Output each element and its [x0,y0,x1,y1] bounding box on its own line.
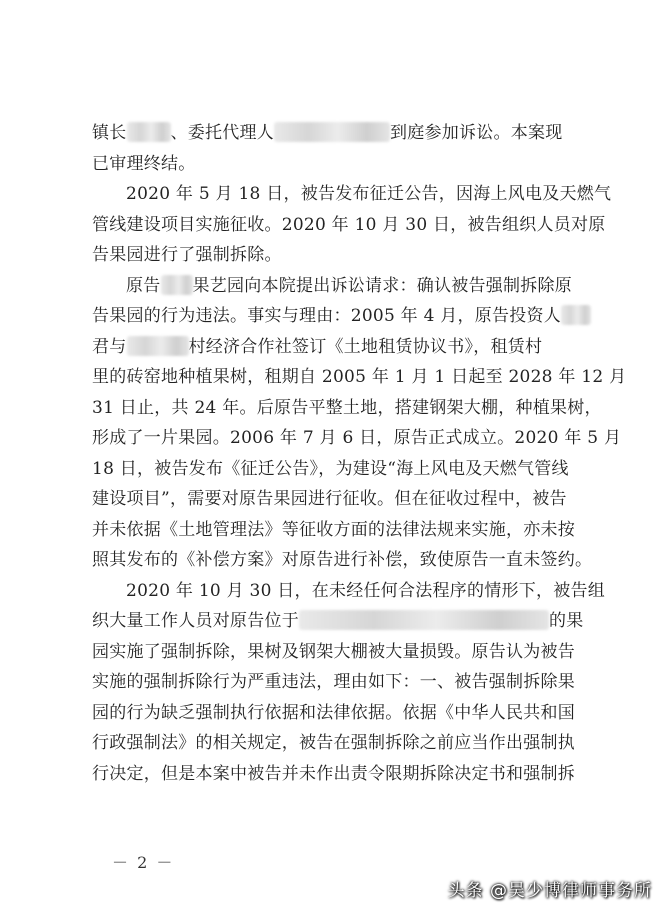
redaction-block [561,305,591,325]
text-segment: 到庭参加诉讼。本案现 [390,123,563,143]
text-line: 已审理终结。 [92,153,196,174]
text-segment: 镇长 [92,123,127,143]
paragraph-start-line [92,271,612,302]
paragraph-start-line: 2020 年 10 月 30 日，在未经任何合法程序的情形下，被告组 [126,580,606,601]
text-line: 形成了一片果园。2006 年 7 月 6 日，原告正式成立。2020 年 5 月 [92,428,622,448]
document-body [92,118,627,789]
page-number: － 2 － [112,853,175,872]
redaction-block [299,610,549,630]
redaction-block [127,122,171,142]
redaction-block [161,275,193,295]
text-segment: 告果园的行为违法。事实与理由：2005 年 4 月，原告投资人 [92,306,562,326]
text-line: 照其发布的《补偿方案》对原告进行补偿，致使原告一直未签约。 [92,550,593,570]
text-segment: 的果 [549,611,584,631]
text-line [92,606,612,637]
text-segment: 君与 [92,336,127,357]
text-line: 园的行为缺乏强制执行依据和法律依据。依据《中华人民共和国 [92,702,575,723]
text-line: 建设项目”，需要对原告果园进行征收。但在征收过程中，被告 [92,489,567,509]
paragraph-start-line: 2020 年 5 月 18 日，被告发布征迁公告，因海上风电及天燃气 [126,184,612,204]
text-line: 行决定，但是本案中被告并未作出责令限期拆除决定书和强制拆 [92,763,575,784]
text-line: 实施的强制拆除行为严重违法，理由如下：一、被告强制拆除果 [92,672,575,692]
text-segment: 村经济合作社签订《土地租赁协议书》，租赁村 [188,336,543,357]
text-line: 告果园进行了强制拆除。 [92,245,282,265]
text-segment: 织大量工作人员对原告位于 [92,611,299,631]
watermark-text: 头条 @吴少博律师事务所 [447,881,652,901]
redaction-block [274,122,390,142]
text-line: 行政强制法》的相关规定，被告在强制拆除之前应当作出强制执 [92,733,575,753]
redaction-block [127,336,189,356]
text-line: 园实施了强制拆除，果树及钢架大棚被大量损毁。原告认为被告 [92,641,575,662]
text-line [92,118,612,149]
text-line: 31 日止，共 24 年。后原告平整土地，搭建钢架大棚，种植果树， [92,397,602,418]
text-line: 18 日，被告发布《征迁公告》，为建设“海上风电及天燃气管线 [92,458,569,479]
text-line [92,301,612,332]
text-segment: 原告 [126,275,161,296]
text-segment: 、委托代理人 [170,123,274,143]
text-line: 管线建设项目实施征收。2020 年 10 月 30 日，被告组织人员对原 [92,214,606,235]
text-segment: 果艺园向本院提出诉讼请求：确认被告强制拆除原 [192,275,572,296]
text-line: 并未依据《土地管理法》等征收方面的法律法规来实施，亦未按 [92,519,575,540]
text-line [92,332,612,363]
text-line: 里的砖窑地种植果树，租期自 2005 年 1 月 1 日起至 2028 年 12 月 [92,367,627,387]
